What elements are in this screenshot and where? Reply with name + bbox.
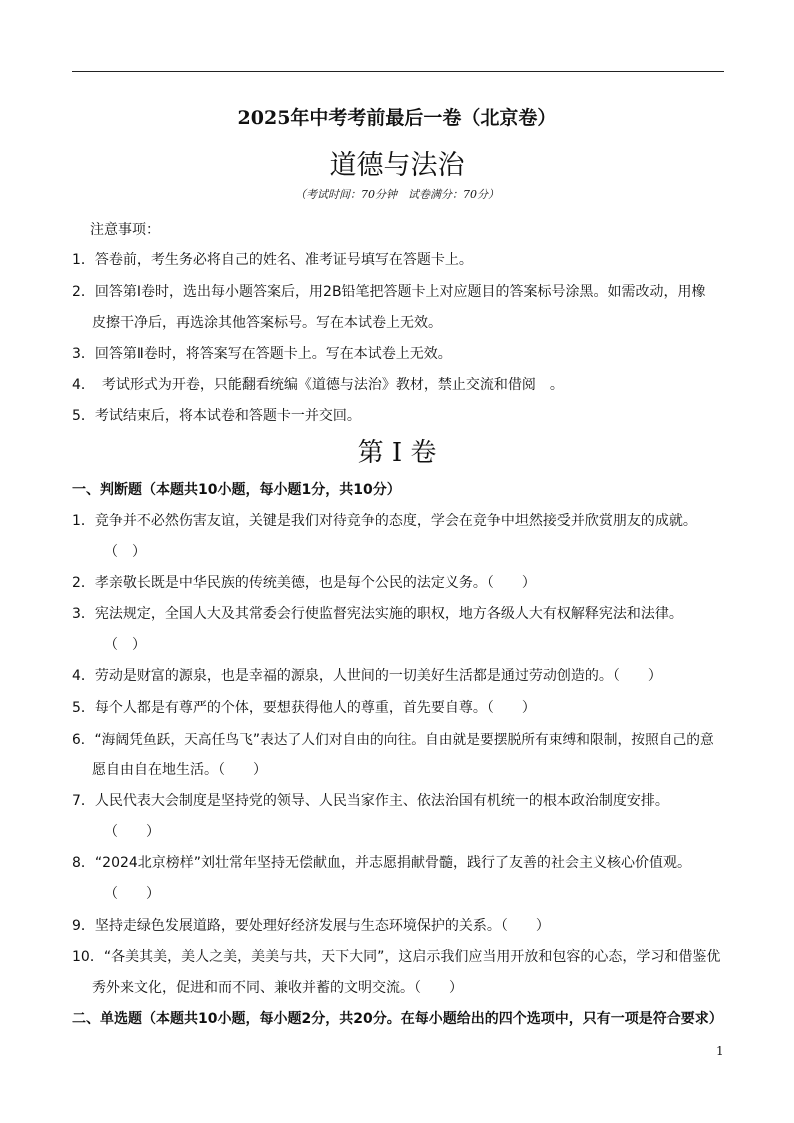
note-2-cont: 皮擦干净后，再选涂其他答案标号。写在本试卷上无效。 — [92, 315, 442, 331]
header-rule — [72, 71, 724, 72]
question-2: 2．孝亲敬长既是中华民族的传统美德，也是每个公民的法定义务。（ ） — [72, 575, 536, 591]
note-4: 4． 考试形式为开卷，只能翻看统编《道德与法治》教材，禁止交流和借阅 。 — [72, 377, 564, 393]
question-8-blank: （ ） — [104, 886, 160, 902]
question-5: 5．每个人都是有尊严的个体，要想获得他人的尊重，首先要自尊。（ ） — [72, 700, 536, 716]
question-7-blank: （ ） — [104, 824, 160, 840]
question-3-blank: （ ） — [104, 637, 146, 653]
question-6-cont: 愿自由自在地生活。（ ） — [92, 762, 267, 778]
part1-title: 一、判断题（本题共10小题，每小题1分，共10分） — [72, 482, 401, 498]
section-heading: 第 I 卷 — [357, 438, 437, 468]
note-3: 3．回答第Ⅱ卷时，将答案写在答题卡上。写在本试卷上无效。 — [72, 346, 452, 362]
question-6: 6．“海阔凭鱼跃，天高任鸟飞”表达了人们对自由的向往。自由就是要摆脱所有束缚和限制，按照自己的意 — [72, 732, 714, 748]
question-9: 9．坚持走绿色发展道路，要处理好经济发展与生态环境保护的关系。（ ） — [72, 918, 550, 934]
notes-heading: 注意事项： — [90, 222, 160, 238]
exam-title: 2025年中考考前最后一卷（北京卷） — [237, 107, 557, 129]
note-5: 5．考试结束后，将本试卷和答题卡一并交回。 — [72, 408, 361, 424]
question-10: 10．“各美其美，美人之美，美美与共，天下大同”，这启示我们应当用开放和包容的心态，学习和借鉴优 — [72, 949, 721, 965]
question-3: 3．宪法规定，全国人大及其常委会行使监督宪法实施的职权，地方各级人大有权解释宪法和法律。 — [72, 606, 683, 622]
note-2: 2．回答第Ⅰ卷时，选出每小题答案后，用2B铅笔把答题卡上对应题目的答案标号涂黑。如需改动，用橡 — [72, 284, 706, 300]
question-7: 7．人民代表大会制度是坚持党的领导、人民当家作主、依法治国有机统一的根本政治制度安排。 — [72, 793, 669, 809]
question-8: 8．“2024北京榜样”刘壮常年坚持无偿献血，并志愿捐献骨髓，践行了友善的社会主义核心价值观。 — [72, 855, 692, 871]
subject-title: 道德与法治 — [329, 150, 465, 181]
question-1-blank: （ ） — [104, 544, 146, 560]
question-4: 4．劳动是财富的源泉，也是幸福的源泉，人世间的一切美好生活都是通过劳动创造的。（ ） — [72, 668, 662, 684]
question-1: 1．竞争并不必然伤害友谊，关键是我们对待竞争的态度，学会在竞争中坦然接受并欣赏朋友的成就。 — [72, 513, 697, 529]
page-number: 1 — [716, 1044, 724, 1058]
exam-info: （考试时间：70分钟 试卷满分：70分） — [295, 188, 499, 201]
question-10-cont: 秀外来文化，促进和而不同、兼收并蓄的文明交流。（ ） — [92, 980, 463, 996]
part2-title: 二、单选题（本题共10小题，每小题2分，共20分。在每小题给出的四个选项中，只有一项是符合要求） — [72, 1011, 723, 1027]
note-1: 1．答卷前，考生务必将自己的姓名、准考证号填写在答题卡上。 — [72, 252, 473, 268]
